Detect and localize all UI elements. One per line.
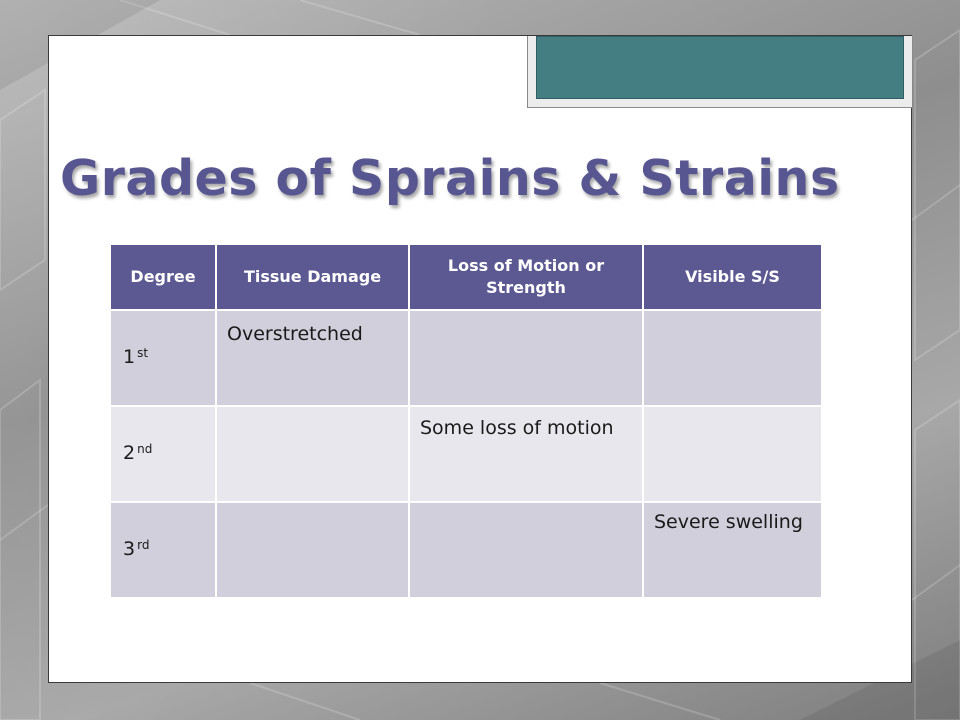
header-visible-ss: Visible S/S — [643, 244, 822, 310]
tissue-damage-cell — [216, 406, 409, 502]
table-header-row — [110, 244, 822, 310]
header-degree: Degree — [110, 244, 216, 310]
loss-of-motion-cell — [409, 502, 643, 598]
degree-suffix: nd — [137, 442, 153, 457]
table-row — [110, 310, 822, 406]
slide-title: Grades of Sprains & Strains — [60, 150, 840, 207]
visible-ss-cell — [643, 310, 822, 406]
degree-suffix: st — [137, 346, 149, 361]
degree-cell — [110, 502, 216, 598]
tissue-damage-cell: Overstretched — [216, 310, 409, 406]
visible-ss-cell: Severe swelling — [643, 502, 822, 598]
header-loss-of-motion: Loss of Motion or Strength — [409, 244, 643, 310]
degree-number: 2 — [123, 442, 136, 465]
header-accent-tab — [527, 36, 913, 108]
visible-ss-cell — [643, 406, 822, 502]
degree-cell — [110, 310, 216, 406]
degree-number: 3 — [123, 538, 136, 561]
header-accent-fill — [536, 36, 904, 99]
loss-of-motion-cell: Some loss of motion — [409, 406, 643, 502]
degree-cell — [110, 406, 216, 502]
grades-table — [109, 243, 823, 599]
header-tissue-damage: Tissue Damage — [216, 244, 409, 310]
loss-of-motion-cell — [409, 310, 643, 406]
tissue-damage-cell — [216, 502, 409, 598]
table-row — [110, 502, 822, 598]
degree-suffix: rd — [137, 538, 150, 553]
table-row — [110, 406, 822, 502]
degree-number: 1 — [123, 346, 136, 369]
